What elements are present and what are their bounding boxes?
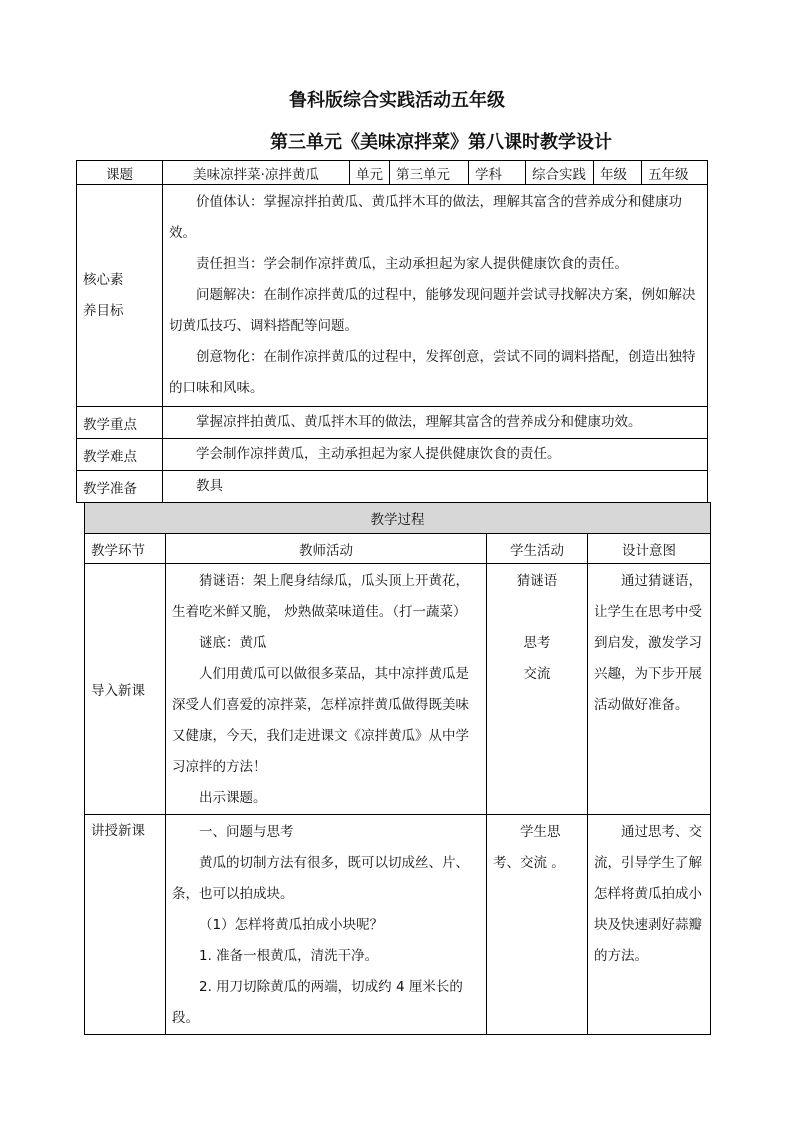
stage-cell: 导入新课 [85,564,166,815]
student-line: 交流 [523,666,551,682]
teacher-line: 1. 准备一根黄瓜，清洗干净。 [199,948,379,964]
process-table [84,502,711,1035]
teacher-cell [166,564,487,815]
teacher-line: （1）怎样将黄瓜拍成小块呢？ [199,917,384,933]
col-teacher: 教师活动 [166,534,487,564]
teacher-cell [166,815,487,1035]
teacher-line: 猜谜语：架上爬身结绿瓜，瓜头顶上开黄花，生着吃米鲜又脆， 炒熟做菜味道佳。（打一蔬菜） [172,573,469,620]
topic-label: 课题 [77,161,163,185]
student-cell [487,815,588,1035]
unit-label: 单元 [350,161,390,185]
student-cell [487,564,588,815]
grade-label: 年级 [594,161,642,185]
intent-text: 通过思考、交流，引导学生了解怎样将黄瓜拍成小块及快速剥好蒜瓣的方法。 [594,824,702,964]
doc-subtitle: 第三单元《美味凉拌菜》第八课时教学设计 [270,132,612,153]
subject-value: 综合实践 [526,161,594,185]
intent-cell [588,815,711,1035]
student-text: 学生思考、交流 。 [493,824,565,871]
col-intent: 设计意图 [588,534,711,564]
goal-item: 价值体认：掌握凉拌拍黄瓜、黄瓜拌木耳的做法，理解其富含的营养成分和健康功效。 [169,194,682,241]
subject-label: 学科 [469,161,526,185]
student-line: 思考 [523,635,551,651]
key-value [163,407,708,439]
col-stage: 教学环节 [85,534,166,564]
stage-cell: 讲授新课 [85,815,166,1035]
process-header: 教学过程 [85,503,711,534]
goal-item: 问题解决：在制作凉拌黄瓜的过程中，能够发现问题并尝试寻找解决方案，例如解决切黄瓜技巧、调料搭配等问题。 [169,287,696,334]
student-line [493,597,581,628]
teacher-line: 一、问题与思考 [199,824,294,840]
teacher-line: 人们用黄瓜可以做很多菜品，其中凉拌黄瓜是深受人们喜爱的凉拌菜，怎样凉拌黄瓜做得既美味又健康，今天，我们走进课文《凉拌黄瓜》从中学习凉拌的方法！ [172,666,469,775]
grade-value: 五年级 [642,161,708,185]
goals-label-line: 养目标 [83,302,124,319]
teacher-line: 出示课题。 [199,790,267,806]
key-label: 教学重点 [77,407,163,439]
topic-value: 美味凉拌菜·凉拌黄瓜 [163,161,350,185]
prep-value [163,471,708,503]
doc-title: 鲁科版综合实践活动五年级 [289,90,505,111]
teacher-line: 黄瓜的切制方法有很多，既可以切成丝、片、条，也可以拍成块。 [172,855,469,902]
goal-item: 责任担当：学会制作凉拌黄瓜，主动承担起为家人提供健康饮食的责任。 [196,256,628,272]
goals-label-line: 核心素 [83,271,124,288]
prep-label: 教学准备 [77,471,163,503]
teacher-line: 2. 用刀切除黄瓜的两端，切成约 4 厘米长的段。 [172,979,463,1026]
goals-content [163,185,708,407]
difficulty-text: 学会制作凉拌黄瓜，主动承担起为家人提供健康饮食的责任。 [196,446,561,462]
intent-text: 通过猜谜语，让学生在思考中受到启发，激发学习兴趣，为下步开展活动做好准备。 [594,573,702,713]
key-text: 掌握凉拌拍黄瓜、黄瓜拌木耳的做法，理解其富含的营养成分和健康功效。 [196,414,642,430]
goal-item: 创意物化：在制作凉拌黄瓜的过程中，发挥创意，尝试不同的调料搭配，创造出独特的口味和风味。 [169,349,696,396]
teacher-line: 谜底：黄瓜 [199,635,267,651]
intent-cell [588,564,711,815]
info-table [76,160,708,503]
col-student: 学生活动 [487,534,588,564]
goals-label [77,185,163,407]
difficulty-label: 教学难点 [77,439,163,471]
student-line: 猜谜语 [516,573,558,589]
unit-value: 第三单元 [390,161,469,185]
difficulty-value [163,439,708,471]
prep-text: 教具 [196,478,223,494]
